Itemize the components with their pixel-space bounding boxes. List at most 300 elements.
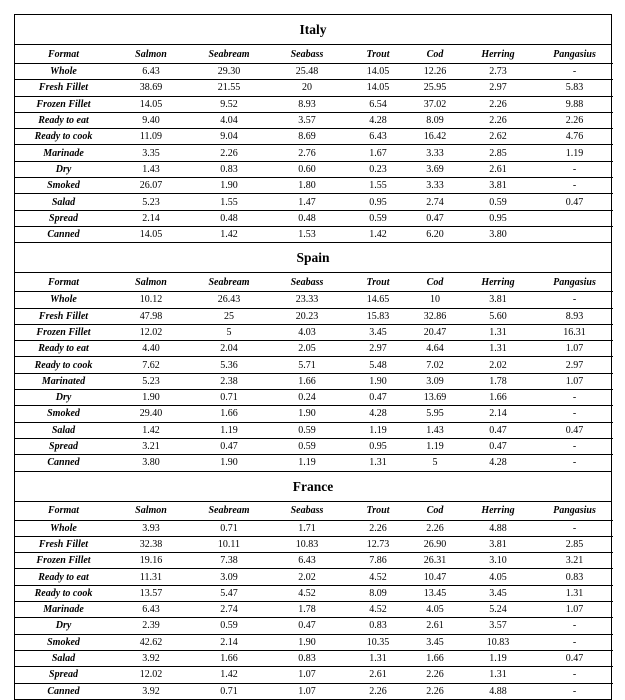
table-cell: 23.33 <box>268 292 346 308</box>
table-cell: 1.80 <box>268 178 346 194</box>
table-cell: 26.90 <box>410 536 460 552</box>
table-cell: 25.95 <box>410 80 460 96</box>
table-cell: 16.31 <box>536 324 613 340</box>
table-cell <box>536 210 613 226</box>
data-table <box>15 502 613 699</box>
row-label: Spread <box>15 210 112 226</box>
table-cell: 6.20 <box>426 229 444 241</box>
row-label: Dry <box>15 390 112 406</box>
table-cell: 8.09 <box>346 585 410 601</box>
table-cell: 1.90 <box>268 634 346 650</box>
table-cell: 14.65 <box>346 292 410 308</box>
table-cell: 1.66 <box>268 373 346 389</box>
table-cell: 25.48 <box>268 64 346 80</box>
table-cell: - <box>572 457 577 469</box>
table-cell: 1.66 <box>460 390 536 406</box>
table-cell: 13.45 <box>410 585 460 601</box>
table-cell: 1.42 <box>190 667 268 683</box>
table-cell: 12.02 <box>112 324 190 340</box>
table-cell: 1.19 <box>410 438 460 454</box>
table-row <box>15 161 613 177</box>
table-cell: 1.55 <box>190 194 268 210</box>
table-cell: 2.26 <box>190 145 268 161</box>
table-cell: 13.57 <box>112 585 190 601</box>
column-header: Pangasius <box>536 502 613 521</box>
table-cell: 1.31 <box>346 650 410 666</box>
column-header: Format <box>15 45 112 64</box>
table-cell: 3.35 <box>112 145 190 161</box>
column-header: Herring <box>460 502 536 521</box>
column-header: Cod <box>410 273 460 292</box>
row-label: Dry <box>15 161 112 177</box>
table-cell: 5.60 <box>460 308 536 324</box>
table-cell: 1.47 <box>268 194 346 210</box>
table-cell: 9.88 <box>536 96 613 112</box>
row-label: Ready to eat <box>15 569 112 585</box>
row-label: Salad <box>15 422 112 438</box>
table-cell: - <box>536 618 613 634</box>
row-label: Smoked <box>15 178 112 194</box>
table-cell: 0.59 <box>460 194 536 210</box>
table-cell: 1.71 <box>268 520 346 536</box>
table-cell: 7.86 <box>346 553 410 569</box>
column-header: Seabream <box>190 45 268 64</box>
table-row <box>15 650 613 666</box>
table-cell: 2.76 <box>268 145 346 161</box>
table-cell: 2.38 <box>190 373 268 389</box>
table-cell: 1.90 <box>220 457 238 469</box>
row-label: Ready to cook <box>15 357 112 373</box>
table-cell: 2.14 <box>190 634 268 650</box>
table-cell: 1.31 <box>460 667 536 683</box>
table-cell: 8.93 <box>268 96 346 112</box>
table-cell: 3.69 <box>410 161 460 177</box>
table-cell: 42.62 <box>112 634 190 650</box>
table-cell: 29.30 <box>190 64 268 80</box>
column-header: Cod <box>410 502 460 521</box>
table-cell: 0.24 <box>268 390 346 406</box>
table-cell: 4.88 <box>489 685 507 697</box>
table-cell: 3.81 <box>460 536 536 552</box>
table-row <box>15 618 613 634</box>
row-label: Salad <box>15 194 112 210</box>
table-cell: 1.90 <box>190 178 268 194</box>
row-label: Salad <box>15 650 112 666</box>
table-row <box>15 602 613 618</box>
table-cell: 8.69 <box>268 129 346 145</box>
table-cell: 12.73 <box>346 536 410 552</box>
table-cell: 1.19 <box>536 145 613 161</box>
table-cell: - <box>536 178 613 194</box>
table-cell: 1.07 <box>536 373 613 389</box>
table-cell: 4.52 <box>346 602 410 618</box>
table-cell: 3.80 <box>489 229 507 241</box>
table-cell: 3.81 <box>460 292 536 308</box>
table-cell: 10 <box>410 292 460 308</box>
row-label: Fresh Fillet <box>15 536 112 552</box>
column-header: Herring <box>460 45 536 64</box>
table-cell: 0.47 <box>346 390 410 406</box>
table-cell: 29.40 <box>112 406 190 422</box>
table-cell: 1.31 <box>460 324 536 340</box>
table-row <box>15 226 613 242</box>
table-cell: 3.21 <box>536 553 613 569</box>
table-row <box>15 683 613 699</box>
table-row <box>15 145 613 161</box>
table-cell: 1.66 <box>190 650 268 666</box>
table-cell: 0.60 <box>268 161 346 177</box>
table-row <box>15 536 613 552</box>
table-cell: 0.83 <box>190 161 268 177</box>
table-cell: 7.62 <box>112 357 190 373</box>
table-cell: 3.45 <box>346 324 410 340</box>
table-cell: 3.33 <box>410 178 460 194</box>
table-cell: 3.92 <box>142 685 160 697</box>
section-title: Spain <box>15 243 611 273</box>
table-cell: 3.81 <box>460 178 536 194</box>
table-cell: 5.48 <box>346 357 410 373</box>
row-label: Whole <box>15 292 112 308</box>
table-cell: 5.23 <box>112 373 190 389</box>
table-cell: 1.78 <box>268 602 346 618</box>
table-cell: 0.47 <box>460 422 536 438</box>
table-cell: 0.95 <box>460 210 536 226</box>
table-cell: 32.38 <box>112 536 190 552</box>
table-cell: 2.97 <box>460 80 536 96</box>
row-label: Ready to eat <box>15 341 112 357</box>
table-cell: 11.09 <box>112 129 190 145</box>
row-label: Smoked <box>15 634 112 650</box>
table-cell: 0.47 <box>268 618 346 634</box>
table-cell <box>536 226 613 242</box>
column-header: Trout <box>346 502 410 521</box>
table-cell: - <box>536 667 613 683</box>
table-cell: 2.14 <box>460 406 536 422</box>
table-cell: 2.05 <box>268 341 346 357</box>
row-label: Ready to cook <box>15 585 112 601</box>
table-cell: 3.92 <box>112 650 190 666</box>
table-cell: 3.93 <box>112 520 190 536</box>
table-cell: 1.66 <box>410 650 460 666</box>
table-cell: 2.26 <box>410 520 460 536</box>
table-cell: 4.04 <box>190 112 268 128</box>
row-label: Marinade <box>15 145 112 161</box>
row-label: Canned <box>47 457 80 469</box>
table-row <box>15 585 613 601</box>
table-cell: 0.71 <box>190 390 268 406</box>
column-header: Format <box>15 502 112 521</box>
table-cell: 2.26 <box>426 685 444 697</box>
table-row <box>15 129 613 145</box>
section-title: France <box>15 472 611 502</box>
table-cell: 15.83 <box>346 308 410 324</box>
table-row <box>15 422 613 438</box>
column-header: Seabream <box>190 502 268 521</box>
table-cell: 4.28 <box>346 406 410 422</box>
row-label: Spread <box>15 438 112 454</box>
table-row <box>15 667 613 683</box>
table-cell: 4.40 <box>112 341 190 357</box>
table-cell: 6.54 <box>346 96 410 112</box>
table-cell: - <box>536 406 613 422</box>
table-cell: 1.19 <box>346 422 410 438</box>
row-label: Whole <box>15 64 112 80</box>
table-cell: 26.43 <box>190 292 268 308</box>
row-label: Spread <box>15 667 112 683</box>
table-cell: 2.02 <box>268 569 346 585</box>
table-cell: 1.07 <box>268 667 346 683</box>
table-cell: 2.61 <box>460 161 536 177</box>
table-cell: 26.31 <box>410 553 460 569</box>
table-cell: 13.69 <box>410 390 460 406</box>
table-cell: 1.31 <box>460 341 536 357</box>
header-row <box>15 273 613 292</box>
table-row <box>15 194 613 210</box>
row-label: Dry <box>15 618 112 634</box>
section-title: Italy <box>15 15 611 45</box>
table-cell: 38.69 <box>112 80 190 96</box>
column-header: Pangasius <box>536 273 613 292</box>
table-cell: 4.05 <box>460 569 536 585</box>
table-cell: 0.59 <box>190 618 268 634</box>
table-cell: 10.12 <box>112 292 190 308</box>
table-cell: 0.83 <box>268 650 346 666</box>
table-cell: 9.52 <box>190 96 268 112</box>
table-cell: 3.21 <box>112 438 190 454</box>
table-cell: 10.47 <box>410 569 460 585</box>
data-table <box>15 45 613 242</box>
table-cell: 1.90 <box>346 373 410 389</box>
table-cell: - <box>536 634 613 650</box>
table-cell: - <box>536 390 613 406</box>
table-cell: 1.31 <box>369 457 387 469</box>
table-cell: 5 <box>432 457 438 469</box>
table-cell: 4.52 <box>268 585 346 601</box>
table-cell: 10.83 <box>268 536 346 552</box>
table-cell: - <box>536 438 613 454</box>
table-cell: 14.05 <box>346 80 410 96</box>
table-cell: 4.28 <box>489 457 507 469</box>
table-cell: 1.31 <box>536 585 613 601</box>
column-header: Salmon <box>112 45 190 64</box>
table-cell: 4.76 <box>536 129 613 145</box>
document-page <box>14 14 612 700</box>
row-label: Ready to eat <box>15 112 112 128</box>
table-cell: 1.90 <box>112 390 190 406</box>
table-cell: 3.45 <box>460 585 536 601</box>
table-cell: 6.43 <box>268 553 346 569</box>
header-row <box>15 45 613 64</box>
table-cell: 16.42 <box>410 129 460 145</box>
column-header: Seabass <box>268 273 346 292</box>
table-cell: 20 <box>268 80 346 96</box>
row-label: Smoked <box>15 406 112 422</box>
table-cell: 2.14 <box>112 210 190 226</box>
table-cell: 1.90 <box>268 406 346 422</box>
table-cell: 0.71 <box>220 685 238 697</box>
table-cell: 1.55 <box>346 178 410 194</box>
table-cell: 0.59 <box>346 210 410 226</box>
table-cell: 9.04 <box>190 129 268 145</box>
row-label: Fresh Fillet <box>15 308 112 324</box>
table-row <box>15 455 613 471</box>
table-row <box>15 520 613 536</box>
table-cell: 0.83 <box>346 618 410 634</box>
table-cell: - <box>536 161 613 177</box>
table-cell: 2.02 <box>460 357 536 373</box>
table-cell: 4.05 <box>410 602 460 618</box>
table-cell: - <box>536 64 613 80</box>
table-cell: 5.36 <box>190 357 268 373</box>
table-cell: 2.61 <box>346 667 410 683</box>
table-cell: 21.55 <box>190 80 268 96</box>
table-cell: 47.98 <box>112 308 190 324</box>
column-header: Seabass <box>268 502 346 521</box>
table-cell: 2.62 <box>460 129 536 145</box>
table-row <box>15 373 613 389</box>
table-cell: 3.33 <box>410 145 460 161</box>
table-cell: 25 <box>190 308 268 324</box>
table-cell: 3.09 <box>190 569 268 585</box>
table-cell: 5.47 <box>190 585 268 601</box>
table-cell: 2.97 <box>536 357 613 373</box>
table-cell: 1.19 <box>190 422 268 438</box>
table-cell: 2.61 <box>410 618 460 634</box>
table-cell: 5 <box>190 324 268 340</box>
table-cell: 0.23 <box>346 161 410 177</box>
table-cell: - <box>536 520 613 536</box>
table-cell: 7.38 <box>190 553 268 569</box>
table-cell: 6.43 <box>112 64 190 80</box>
table-cell: 1.66 <box>190 406 268 422</box>
table-cell: 5.83 <box>536 80 613 96</box>
table-cell: 1.19 <box>460 650 536 666</box>
table-cell: 4.88 <box>460 520 536 536</box>
row-label: Canned <box>47 685 80 697</box>
table-cell: 1.43 <box>410 422 460 438</box>
table-cell: 0.83 <box>536 569 613 585</box>
table-row <box>15 96 613 112</box>
table-cell: 20.47 <box>410 324 460 340</box>
table-row <box>15 390 613 406</box>
table-cell: 2.26 <box>410 667 460 683</box>
table-row <box>15 210 613 226</box>
table-cell: 0.59 <box>268 438 346 454</box>
row-label: Frozen Fillet <box>15 553 112 569</box>
column-header: Trout <box>346 273 410 292</box>
table-cell: 8.93 <box>536 308 613 324</box>
table-cell: - <box>536 292 613 308</box>
table-cell: 2.74 <box>410 194 460 210</box>
column-header: Seabass <box>268 45 346 64</box>
column-header: Cod <box>410 45 460 64</box>
column-header: Salmon <box>112 502 190 521</box>
table-cell: 7.02 <box>410 357 460 373</box>
table-cell: 37.02 <box>410 96 460 112</box>
table-cell: 19.16 <box>112 553 190 569</box>
column-header: Trout <box>346 45 410 64</box>
table-cell: 3.09 <box>410 373 460 389</box>
table-cell: 0.59 <box>268 422 346 438</box>
row-label: Whole <box>15 520 112 536</box>
table-cell: 2.26 <box>460 96 536 112</box>
table-row <box>15 438 613 454</box>
table-cell: 10.11 <box>190 536 268 552</box>
table-cell: 2.85 <box>536 536 613 552</box>
table-row <box>15 324 613 340</box>
table-cell: 2.26 <box>369 685 387 697</box>
table-cell: 1.42 <box>220 229 238 241</box>
table-cell: 2.85 <box>460 145 536 161</box>
table-cell: 0.47 <box>536 650 613 666</box>
table-cell: 6.43 <box>112 602 190 618</box>
column-header: Pangasius <box>536 45 613 64</box>
table-cell: 9.40 <box>112 112 190 128</box>
table-cell: 4.03 <box>268 324 346 340</box>
country-section-1 <box>14 242 612 470</box>
table-row <box>15 569 613 585</box>
country-section-2 <box>14 471 612 700</box>
table-cell: 0.47 <box>536 422 613 438</box>
table-cell: 2.39 <box>112 618 190 634</box>
data-table <box>15 273 613 470</box>
table-cell: 1.67 <box>346 145 410 161</box>
table-row <box>15 634 613 650</box>
country-section-0 <box>14 14 612 242</box>
table-cell: 2.73 <box>460 64 536 80</box>
table-cell: 3.10 <box>460 553 536 569</box>
table-cell: 5.24 <box>460 602 536 618</box>
table-cell: 4.52 <box>346 569 410 585</box>
row-label: Frozen Fillet <box>15 324 112 340</box>
table-cell: 0.71 <box>190 520 268 536</box>
table-cell: 12.26 <box>410 64 460 80</box>
column-header: Salmon <box>112 273 190 292</box>
table-cell: 0.47 <box>410 210 460 226</box>
table-cell: 10.83 <box>460 634 536 650</box>
table-cell: 2.26 <box>536 112 613 128</box>
table-cell: 2.74 <box>190 602 268 618</box>
table-cell: 0.47 <box>190 438 268 454</box>
table-cell: 2.26 <box>346 520 410 536</box>
row-label: Frozen Fillet <box>15 96 112 112</box>
table-cell: 1.78 <box>460 373 536 389</box>
table-row <box>15 553 613 569</box>
table-cell: 0.48 <box>268 210 346 226</box>
table-cell: 1.07 <box>536 602 613 618</box>
table-row <box>15 357 613 373</box>
row-label: Ready to cook <box>15 129 112 145</box>
row-label: Canned <box>47 229 80 241</box>
table-cell: 14.05 <box>112 96 190 112</box>
table-cell: 3.57 <box>460 618 536 634</box>
column-header: Herring <box>460 273 536 292</box>
row-label: Fresh Fillet <box>15 80 112 96</box>
table-row <box>15 112 613 128</box>
table-row <box>15 406 613 422</box>
table-cell: 1.43 <box>112 161 190 177</box>
table-cell: 0.95 <box>346 194 410 210</box>
table-cell: 32.86 <box>410 308 460 324</box>
column-header: Format <box>15 273 112 292</box>
table-cell: 0.48 <box>190 210 268 226</box>
table-cell: 3.45 <box>410 634 460 650</box>
table-cell: 0.47 <box>460 438 536 454</box>
table-cell: 14.05 <box>139 229 163 241</box>
table-cell: 26.07 <box>112 178 190 194</box>
table-row <box>15 178 613 194</box>
row-label: Marinade <box>15 602 112 618</box>
